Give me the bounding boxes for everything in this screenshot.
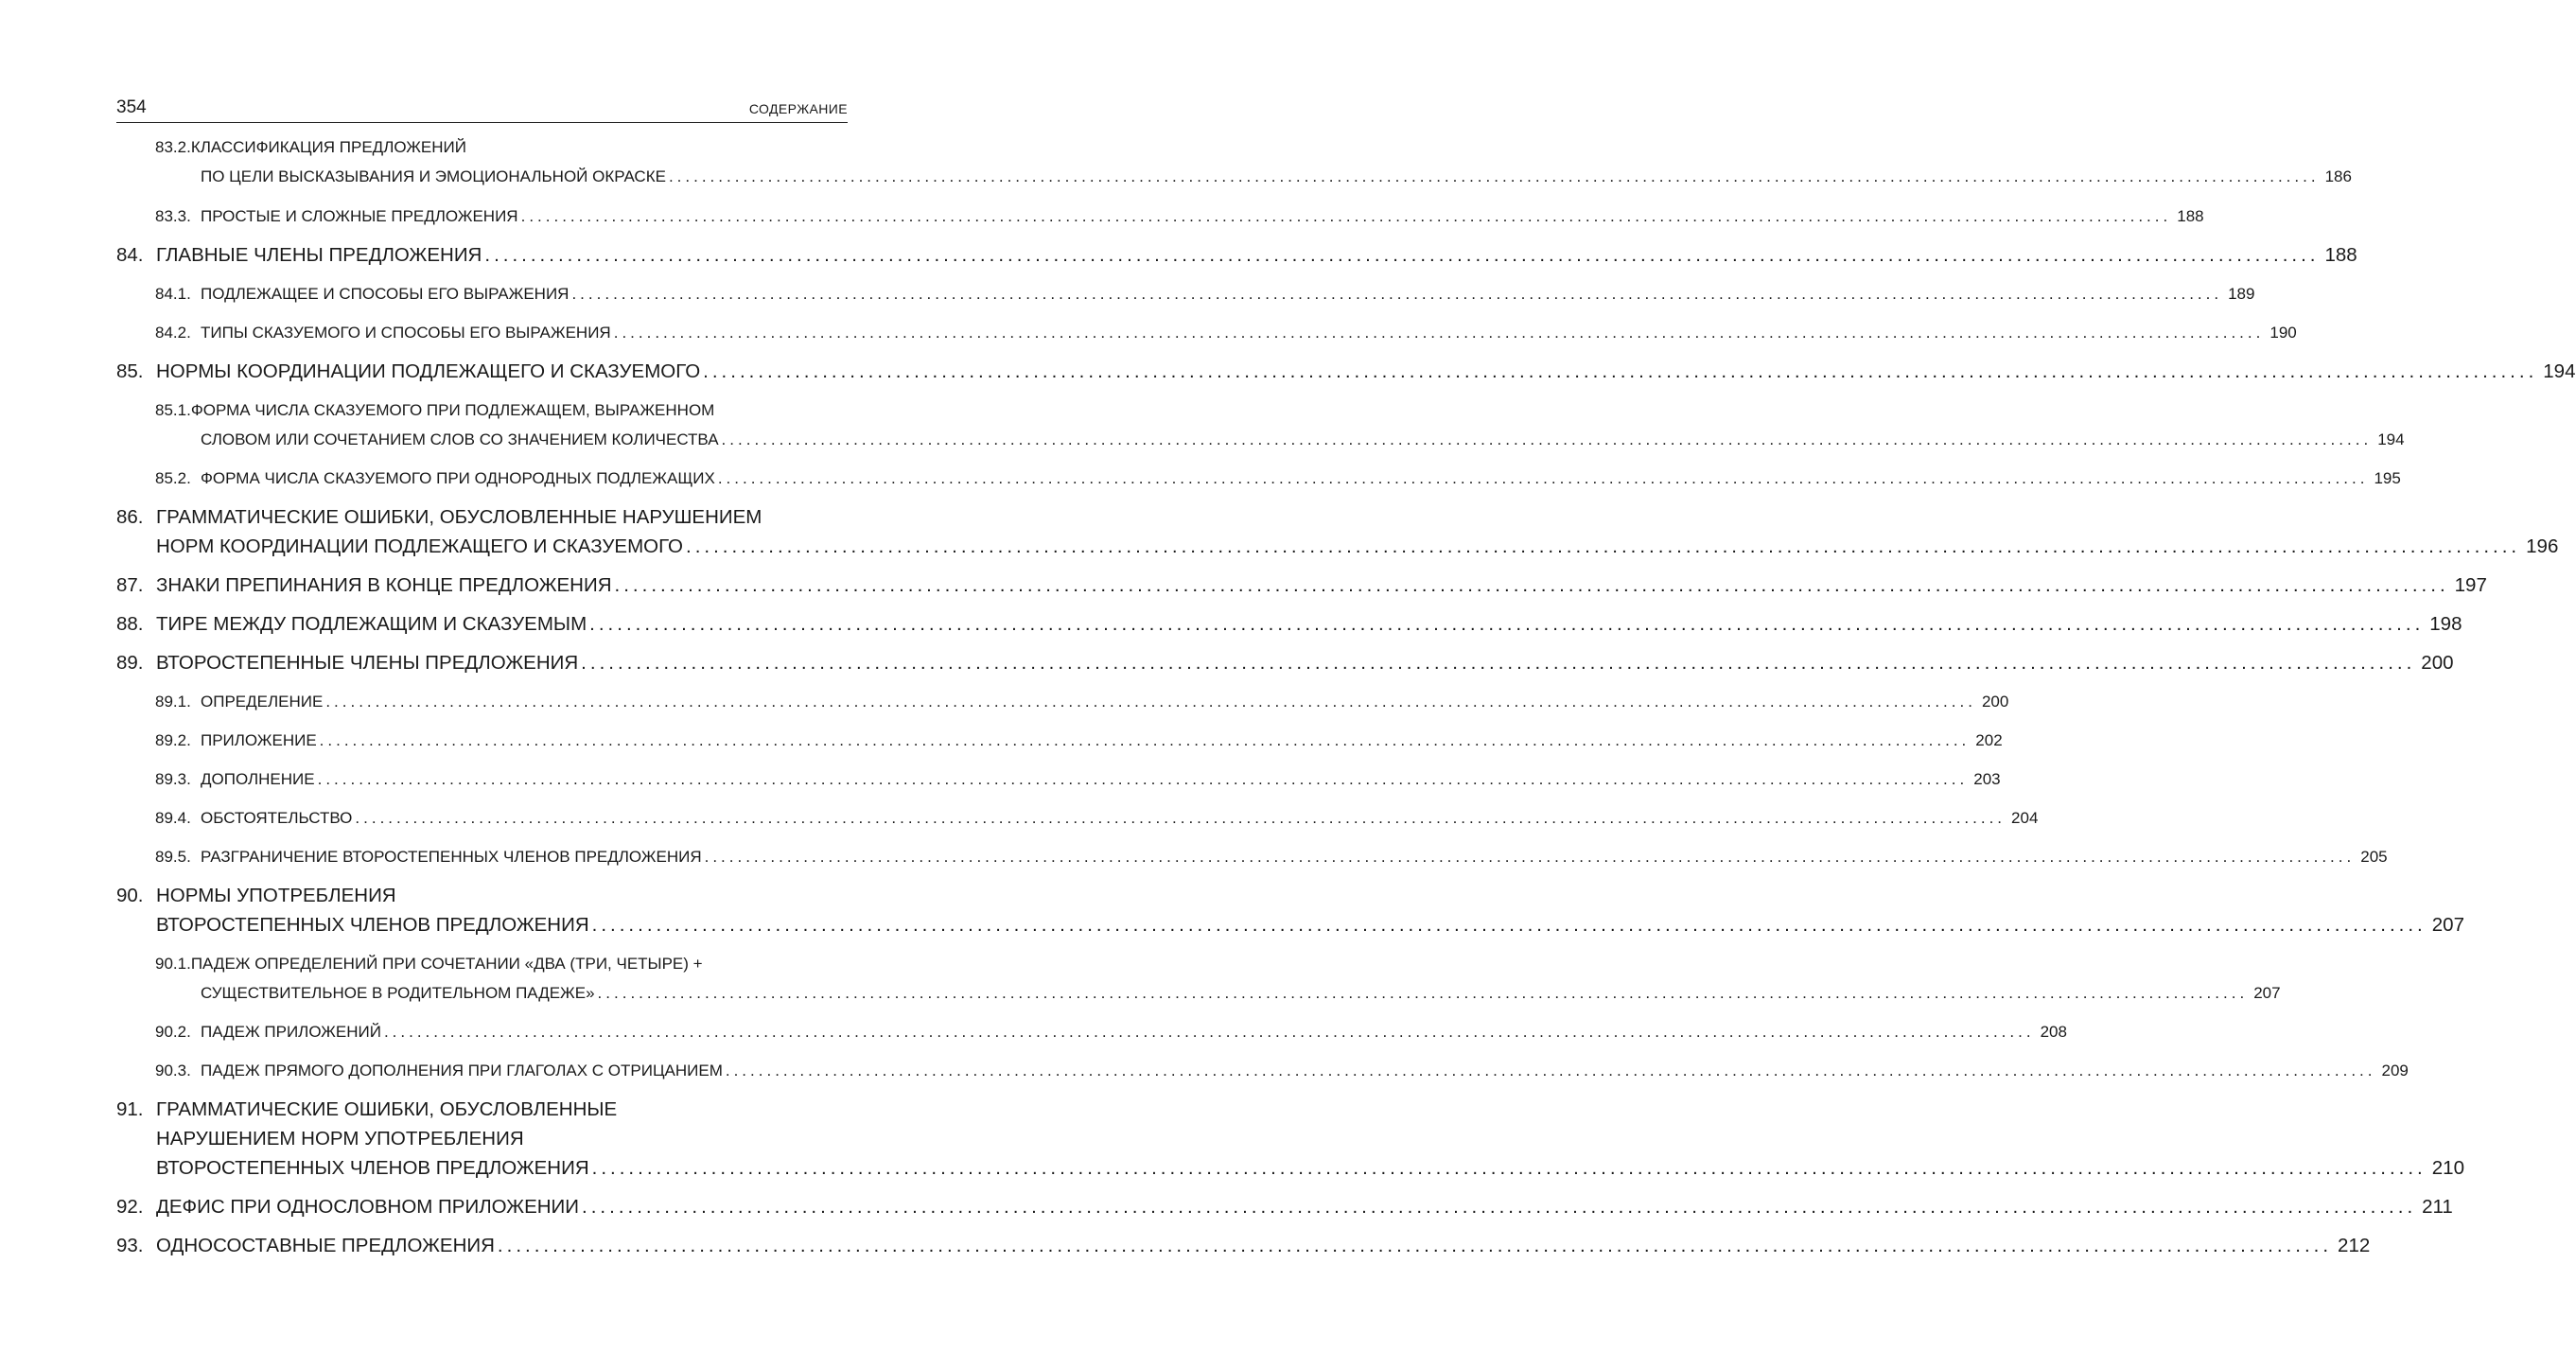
dot-leader: ........................................................................................................................................................................................................ <box>589 613 2425 635</box>
toc-entry-title: ДЕФИС ПРИ ОДНОСЛОВНОМ ПРИЛОЖЕНИИ <box>156 1196 580 1218</box>
toc-page-number: 198 <box>2429 613 2462 635</box>
dot-leader: ........................................................................................................................................................................................................ <box>725 1062 2376 1079</box>
toc-page-number: 212 <box>2338 1235 2371 1256</box>
toc-section[interactable] <box>116 240 2357 270</box>
toc-page-number: 196 <box>2526 535 2559 557</box>
dot-leader: ........................................................................................................................................................................................................ <box>704 848 2356 866</box>
toc-entry-title: ОДНОСОСТАВНЫЕ ПРЕДЛОЖЕНИЯ <box>156 1235 495 1256</box>
toc-entry-title: ГРАММАТИЧЕСКИЕ ОШИБКИ, ОБУСЛОВЛЕННЫЕ НАРУШЕНИЕМ <box>156 506 762 528</box>
toc-entry-title: ПАДЕЖ ПРЯМОГО ДОПОЛНЕНИЯ ПРИ ГЛАГОЛАХ С ОТРИЦАНИЕМ <box>201 1062 723 1079</box>
dot-leader: ........................................................................................................................................................................................................ <box>582 1196 2417 1218</box>
toc-page-number: 195 <box>2374 469 2401 487</box>
toc-page-number: 203 <box>1973 770 2001 788</box>
toc-subsection[interactable] <box>116 687 2009 716</box>
toc-subsection[interactable] <box>116 1056 2409 1085</box>
toc-entry-title: ЗНАКИ ПРЕПИНАНИЯ В КОНЦЕ ПРЕДЛОЖЕНИЯ <box>156 574 612 596</box>
toc-entry-number: 89. <box>116 652 144 674</box>
toc-section[interactable] <box>116 881 2464 939</box>
toc-entry-title: СЛОВОМ ИЛИ СОЧЕТАНИЕМ СЛОВ СО ЗНАЧЕНИЕМ КОЛИЧЕСТВА <box>201 430 719 448</box>
toc-entry-number: 85.2. <box>155 469 191 487</box>
toc-page-number: 190 <box>2269 324 2297 342</box>
toc-entry-title: ПАДЕЖ ОПРЕДЕЛЕНИЙ ПРИ СОЧЕТАНИИ «ДВА (ТРИ, ЧЕТЫРЕ) + <box>190 955 703 973</box>
dot-leader: ........................................................................................................................................................................................................ <box>571 285 2223 303</box>
dot-leader: ........................................................................................................................................................................................................ <box>484 244 2320 266</box>
toc-page-number: 200 <box>2421 652 2454 674</box>
toc-entry-number-inline: 85.1. <box>155 401 191 419</box>
toc-section[interactable] <box>116 648 2454 677</box>
toc-section[interactable] <box>116 1231 2371 1260</box>
dot-leader: ........................................................................................................................................................................................................ <box>317 770 1969 788</box>
toc-section[interactable] <box>116 1192 2453 1221</box>
toc-entry-title: НОРМЫ УПОТРЕБЛЕНИЯ <box>156 885 396 906</box>
toc-section[interactable] <box>116 570 2487 600</box>
toc-page-number: 204 <box>2011 809 2039 827</box>
toc-entry-title: ВТОРОСТЕПЕННЫЕ ЧЛЕНЫ ПРЕДЛОЖЕНИЯ <box>156 652 579 674</box>
toc-entry-number-inline: 83.2. <box>155 138 191 156</box>
dot-leader: ........................................................................................................................................................................................................ <box>721 430 2373 448</box>
toc-entry-title: ТИПЫ СКАЗУЕМОГО И СПОСОБЫ ЕГО ВЫРАЖЕНИЯ <box>201 324 611 342</box>
dot-leader: ........................................................................................................................................................................................................ <box>597 984 2249 1002</box>
toc-entry-number: 84.2. <box>155 324 191 342</box>
toc-entry-title: ВТОРОСТЕПЕННЫХ ЧЛЕНОВ ПРЕДЛОЖЕНИЯ <box>156 1157 589 1179</box>
dot-leader: ........................................................................................................................................................................................................ <box>355 809 2006 827</box>
dot-leader: ........................................................................................................................................................................................................ <box>581 652 2416 674</box>
toc-subsection[interactable] <box>116 318 2297 347</box>
toc-entry-number: 89.5. <box>155 848 191 866</box>
toc-entry-number: 89.1. <box>155 693 191 711</box>
toc-entry-number: 90. <box>116 885 144 906</box>
toc-entry-title: ПАДЕЖ ПРИЛОЖЕНИЙ <box>201 1023 381 1041</box>
toc-section[interactable] <box>116 1095 2464 1183</box>
toc-subsection[interactable] <box>116 279 2255 308</box>
running-title: СОДЕРЖАНИЕ <box>748 101 848 116</box>
toc-subsection[interactable] <box>116 764 2001 794</box>
toc-entry-title: РАЗГРАНИЧЕНИЕ ВТОРОСТЕПЕННЫХ ЧЛЕНОВ ПРЕДЛОЖЕНИЯ <box>201 848 702 866</box>
toc-entry-number: 87. <box>116 574 144 596</box>
toc-entry-number: 92. <box>116 1196 144 1218</box>
toc-entry-title: ПО ЦЕЛИ ВЫСКАЗЫВАНИЯ И ЭМОЦИОНАЛЬНОЙ ОКРАСКЕ <box>201 167 666 185</box>
toc-page-number: 194 <box>2377 430 2405 448</box>
toc-subsection[interactable] <box>116 202 2204 231</box>
dot-leader: ........................................................................................................................................................................................................ <box>686 535 2521 557</box>
toc-page-number: 211 <box>2422 1196 2453 1218</box>
toc-page-number: 210 <box>2431 1157 2464 1179</box>
toc-page-number: 188 <box>2324 244 2357 266</box>
dot-leader: ........................................................................................................................................................................................................ <box>717 469 2369 487</box>
toc-subsection[interactable] <box>116 949 2281 1008</box>
toc-page-number: 197 <box>2454 574 2487 596</box>
toc-entry-title: ПОДЛЕЖАЩЕЕ И СПОСОБЫ ЕГО ВЫРАЖЕНИЯ <box>201 285 570 303</box>
toc-page-number: 200 <box>1981 693 2009 711</box>
toc-entry-number: 93. <box>116 1235 144 1256</box>
toc-entry-number: 84. <box>116 244 144 266</box>
dot-leader: ........................................................................................................................................................................................................ <box>383 1023 2035 1041</box>
toc-page-number: 202 <box>1975 731 2003 749</box>
toc-entry-title: НОРМЫ КООРДИНАЦИИ ПОДЛЕЖАЩЕГО И СКАЗУЕМОГО <box>156 360 701 382</box>
toc-page-number: 189 <box>2228 285 2255 303</box>
toc-entry-number: 91. <box>116 1098 144 1120</box>
toc-page-number: 207 <box>2431 914 2464 936</box>
toc-entry-number: 88. <box>116 613 144 635</box>
toc-entry-number: 89.4. <box>155 809 191 827</box>
toc-subsection[interactable] <box>116 132 2352 191</box>
page-header <box>116 97 848 123</box>
toc-entry-number-inline: 90.1. <box>155 955 191 973</box>
dot-leader: ........................................................................................................................................................................................................ <box>614 574 2449 596</box>
dot-leader: ........................................................................................................................................................................................................ <box>497 1235 2333 1256</box>
toc-page-number: 208 <box>2040 1023 2067 1041</box>
toc-entry-number: 83.3. <box>155 207 191 225</box>
dot-leader: ........................................................................................................................................................................................................ <box>319 731 1971 749</box>
toc-page-number: 188 <box>2177 207 2204 225</box>
toc-subsection[interactable] <box>116 842 2388 871</box>
dot-leader: ........................................................................................................................................................................................................ <box>591 914 2427 936</box>
toc-entry-title: ВТОРОСТЕПЕННЫХ ЧЛЕНОВ ПРЕДЛОЖЕНИЯ <box>156 914 589 936</box>
toc-entry-number: 89.3. <box>155 770 191 788</box>
table-of-contents <box>116 132 2576 1260</box>
dot-leader: ........................................................................................................................................................................................................ <box>520 207 2172 225</box>
dot-leader: ........................................................................................................................................................................................................ <box>613 324 2265 342</box>
toc-page-number: 207 <box>2253 984 2281 1002</box>
toc-entry-title: ПРИЛОЖЕНИЕ <box>201 731 317 749</box>
toc-subsection[interactable] <box>116 395 2405 454</box>
toc-subsection[interactable] <box>116 803 2039 833</box>
toc-entry-title: НОРМ КООРДИНАЦИИ ПОДЛЕЖАЩЕГО И СКАЗУЕМОГО <box>156 535 684 557</box>
toc-entry-title: ТИРЕ МЕЖДУ ПОДЛЕЖАЩИМ И СКАЗУЕМЫМ <box>156 613 587 635</box>
dot-leader: ........................................................................................................................................................................................................ <box>668 167 2320 185</box>
toc-entry-number: 84.1. <box>155 285 191 303</box>
toc-entry-number: 90.2. <box>155 1023 191 1041</box>
toc-subsection[interactable] <box>116 464 2401 493</box>
dot-leader: ........................................................................................................................................................................................................ <box>591 1157 2427 1179</box>
toc-entry-number: 90.3. <box>155 1062 191 1079</box>
toc-entry-title: ОБСТОЯТЕЛЬСТВО <box>201 809 353 827</box>
toc-entry-title: ДОПОЛНЕНИЕ <box>201 770 315 788</box>
toc-entry-title: СУЩЕСТВИТЕЛЬНОЕ В РОДИТЕЛЬНОМ ПАДЕЖЕ» <box>201 984 595 1002</box>
dot-leader: ........................................................................................................................................................................................................ <box>703 360 2538 382</box>
toc-page-number: 194 <box>2543 360 2576 382</box>
toc-page-number: 209 <box>2381 1062 2409 1079</box>
toc-entry-title: ОПРЕДЕЛЕНИЕ <box>201 693 324 711</box>
toc-entry-number: 89.2. <box>155 731 191 749</box>
toc-section[interactable] <box>116 609 2462 639</box>
page-number: 354 <box>116 97 147 117</box>
toc-subsection[interactable] <box>116 1017 2067 1046</box>
toc-subsection[interactable] <box>116 726 2003 755</box>
toc-entry-title: НАРУШЕНИЕМ НОРМ УПОТРЕБЛЕНИЯ <box>156 1128 524 1150</box>
toc-section[interactable] <box>116 357 2576 386</box>
toc-entry-number: 86. <box>116 506 144 528</box>
toc-entry-number: 85. <box>116 360 144 382</box>
toc-section[interactable] <box>116 502 2559 561</box>
toc-entry-title: ГЛАВНЫЕ ЧЛЕНЫ ПРЕДЛОЖЕНИЯ <box>156 244 482 266</box>
toc-entry-title: КЛАССИФИКАЦИЯ ПРЕДЛОЖЕНИЙ <box>190 138 466 156</box>
toc-page-number: 205 <box>2360 848 2388 866</box>
toc-page-number: 186 <box>2324 167 2352 185</box>
toc-entry-title: ПРОСТЫЕ И СЛОЖНЫЕ ПРЕДЛОЖЕНИЯ <box>201 207 518 225</box>
toc-entry-title: ФОРМА ЧИСЛА СКАЗУЕМОГО ПРИ ОДНОРОДНЫХ ПОДЛЕЖАЩИХ <box>201 469 715 487</box>
toc-entry-title: ГРАММАТИЧЕСКИЕ ОШИБКИ, ОБУСЛОВЛЕННЫЕ <box>156 1098 618 1120</box>
dot-leader: ........................................................................................................................................................................................................ <box>325 693 1976 711</box>
toc-entry-title: ФОРМА ЧИСЛА СКАЗУЕМОГО ПРИ ПОДЛЕЖАЩЕМ, ВЫРАЖЕННОМ <box>190 401 715 419</box>
